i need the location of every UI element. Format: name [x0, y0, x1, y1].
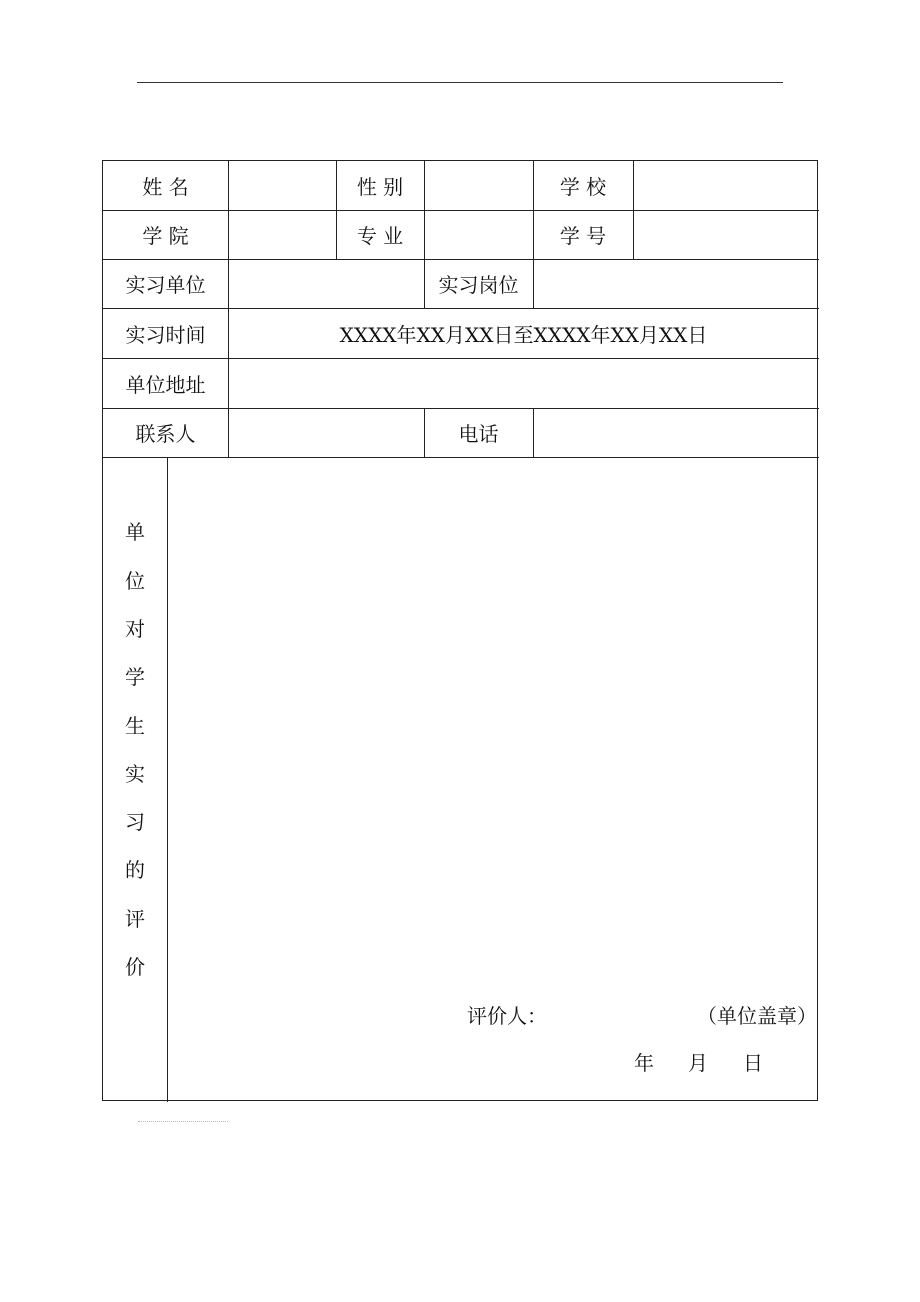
date-day: 日 — [743, 1051, 763, 1075]
phone-label: 电话 — [458, 422, 499, 446]
internship-evaluation-form — [102, 160, 818, 1101]
evaluation-label-char: 价 — [125, 955, 145, 979]
student-id-label: 学 号 — [559, 224, 607, 248]
evaluation-label-char: 单 — [125, 520, 145, 544]
student-id-field[interactable] — [633, 210, 819, 259]
address-label: 单位地址 — [125, 372, 206, 397]
evaluation-label-char: 对 — [125, 617, 145, 641]
name-field[interactable] — [228, 161, 336, 210]
evaluation-label-char: 实 — [125, 762, 145, 786]
evaluation-label-char: 习 — [125, 810, 145, 834]
date-month: 月 — [688, 1051, 708, 1075]
evaluation-label-char: 评 — [125, 907, 145, 931]
footer-mark — [138, 1121, 228, 1122]
evaluation-label-char: 学 — [125, 665, 145, 689]
school-field[interactable] — [633, 161, 819, 210]
unit-label: 实习单位 — [125, 273, 206, 297]
header-rule — [137, 82, 783, 83]
gender-label: 性 别 — [356, 175, 404, 199]
position-label: 实习岗位 — [438, 273, 519, 297]
evaluation-text-area[interactable] — [168, 458, 819, 978]
seal-note: （单位盖章） — [697, 1004, 817, 1028]
evaluation-label-char: 位 — [125, 569, 145, 593]
school-label: 学 校 — [559, 175, 607, 199]
name-label: 姓 名 — [142, 175, 189, 199]
unit-field[interactable] — [228, 259, 424, 308]
evaluation-label-char: 生 — [125, 714, 145, 738]
college-field[interactable] — [228, 210, 336, 259]
address-field[interactable] — [228, 358, 819, 408]
period-label: 实习时间 — [125, 322, 206, 347]
contact-label: 联系人 — [135, 422, 196, 446]
evaluation-vertical-label — [103, 458, 167, 1102]
evaluator-label: 评价人： — [467, 1004, 547, 1028]
major-field[interactable] — [424, 210, 533, 259]
phone-field[interactable] — [533, 408, 819, 457]
college-label: 学 院 — [142, 224, 189, 248]
contact-field[interactable] — [228, 408, 424, 457]
major-label: 专 业 — [356, 224, 404, 248]
evaluation-label-char: 的 — [125, 858, 145, 882]
gender-field[interactable] — [424, 161, 533, 210]
position-field[interactable] — [533, 259, 819, 308]
date-year: 年 — [634, 1051, 654, 1075]
period-value: XXXX年XX月XX日至XXXX年XX月XX日 — [339, 322, 708, 347]
